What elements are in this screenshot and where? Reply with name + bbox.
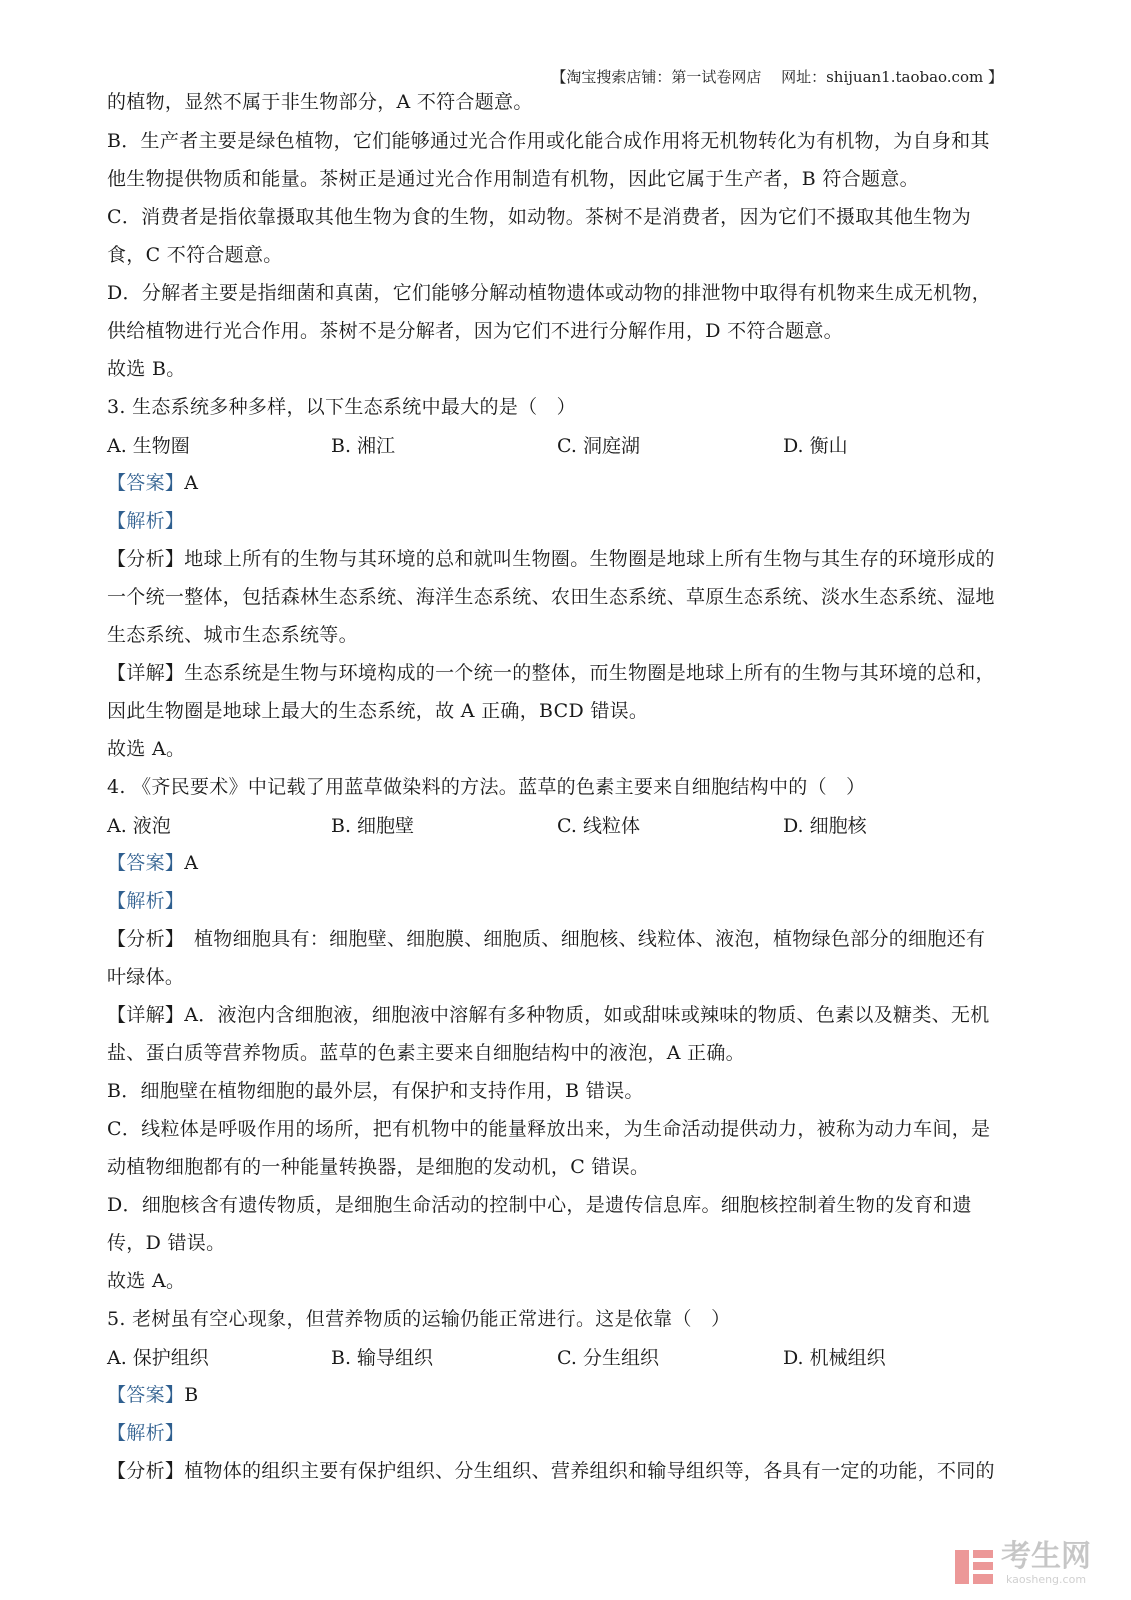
xiangjie-text: A．液泡内含细胞液，细胞液中溶解有多种物质，如或甜味或辣味的物质、色素以及糖类、无机 bbox=[184, 1004, 990, 1026]
header-store-info: 【淘宝搜索店铺：第一试卷网店 网址：shijuan1.taobao.com 】 bbox=[551, 68, 1003, 86]
q5-option-d: D. 机械组织 bbox=[783, 1347, 886, 1369]
text-line: 叶绿体。 bbox=[107, 966, 185, 988]
q3-select: 故选 A。 bbox=[107, 738, 186, 760]
q5-fenxi bbox=[107, 1457, 1011, 1485]
fenxi-text: 植物体的组织主要有保护组织、分生组织、营养组织和输导组织等，各具有一定的功能，不同的 bbox=[184, 1460, 995, 1482]
question-5-stem: 5. 老树虽有空心现象，但营养物质的运输仍能正常进行。这是依靠（ ） bbox=[107, 1308, 731, 1330]
q3-xiangjie bbox=[107, 659, 1011, 687]
text-line: 盐、蛋白质等营养物质。蓝草的色素主要来自细胞结构中的液泡，A 正确。 bbox=[107, 1042, 745, 1064]
q3-option-a: A. 生物圈 bbox=[107, 435, 190, 457]
question-3-stem: 3. 生态系统多种多样，以下生态系统中最大的是（ ） bbox=[107, 396, 576, 418]
xiangjie-text: 生态系统是生物与环境构成的一个统一的整体，而生物圈是地球上所有的生物与其环境的总和， bbox=[184, 662, 995, 684]
text-line: 他生物提供物质和能量。茶树正是通过光合作用制造有机物，因此它属于生产者，B 符合题意。 bbox=[107, 168, 919, 190]
q3-fenxi bbox=[107, 545, 1011, 573]
q4-select: 故选 A。 bbox=[107, 1270, 186, 1292]
watermark bbox=[955, 1541, 1091, 1586]
text-line: 传，D 错误。 bbox=[107, 1232, 226, 1254]
q3-option-b: B. 湘江 bbox=[331, 435, 396, 457]
q5-option-a: A. 保护组织 bbox=[107, 1347, 209, 1369]
text-line: B．生产者主要是绿色植物，它们能够通过光合作用或化能合成作用将无机物转化为有机物，为自身和其 bbox=[107, 130, 990, 152]
watermark-logo-icon bbox=[955, 1546, 995, 1586]
q4-option-c: C. 线粒体 bbox=[557, 815, 640, 837]
text-line: 生态系统、城市生态系统等。 bbox=[107, 624, 358, 646]
fenxi-tag: 【分析】 bbox=[107, 548, 185, 570]
text-line: 故选 B。 bbox=[107, 358, 186, 380]
q5-answer bbox=[107, 1381, 1011, 1409]
answer-value: A bbox=[184, 852, 199, 874]
text-line: 因此生物圈是地球上最大的生态系统，故 A 正确，BCD 错误。 bbox=[107, 700, 649, 722]
text-line: 供给植物进行光合作用。茶树不是分解者，因为它们不进行分解作用，D 不符合题意。 bbox=[107, 320, 843, 342]
q3-option-c: C. 洞庭湖 bbox=[557, 435, 640, 457]
text-line: D．细胞核含有遗传物质，是细胞生命活动的控制中心，是遗传信息库。细胞核控制着生物的发育和遗 bbox=[107, 1194, 972, 1216]
q5-option-b: B. 输导组织 bbox=[331, 1347, 434, 1369]
fenxi-tag: 【分析】 bbox=[107, 928, 175, 950]
q4-jiexi-tag: 【解析】 bbox=[107, 890, 185, 912]
fenxi-text: 植物细胞具有：细胞壁、细胞膜、细胞质、细胞核、线粒体、液泡，植物绿色部分的细胞还有 bbox=[174, 928, 986, 950]
text-line: D．分解者主要是指细菌和真菌，它们能够分解动植物遗体或动物的排泄物中取得有机物来生成无机物， bbox=[107, 282, 992, 304]
watermark-name: 考生网 bbox=[1001, 1539, 1091, 1574]
q5-option-c: C. 分生组织 bbox=[557, 1347, 659, 1369]
q5-jiexi-tag: 【解析】 bbox=[107, 1422, 185, 1444]
q4-fenxi bbox=[107, 925, 1011, 953]
text-line: C．线粒体是呼吸作用的场所，把有机物中的能量释放出来，为生命活动提供动力，被称为动力车间，是 bbox=[107, 1118, 991, 1140]
watermark-url: kaosheng.com bbox=[1005, 1573, 1087, 1586]
q4-option-a: A. 液泡 bbox=[107, 815, 171, 837]
fenxi-text: 地球上所有的生物与其环境的总和就叫生物圈。生物圈是地球上所有生物与其生存的环境形成的 bbox=[184, 548, 995, 570]
q4-option-b: B. 细胞壁 bbox=[331, 815, 415, 837]
fenxi-tag: 【分析】 bbox=[107, 1460, 185, 1482]
q3-jiexi-tag: 【解析】 bbox=[107, 510, 185, 532]
answer-tag: 【答案】 bbox=[107, 1384, 185, 1406]
answer-value: A bbox=[184, 472, 199, 494]
q3-option-d: D. 衡山 bbox=[783, 435, 848, 457]
text-line: B．细胞壁在植物细胞的最外层，有保护和支持作用，B 错误。 bbox=[107, 1080, 644, 1102]
text-line: 食，C 不符合题意。 bbox=[107, 244, 283, 266]
xiangjie-tag: 【详解】 bbox=[107, 662, 185, 684]
text-line: C．消费者是指依靠摄取其他生物为食的生物，如动物。茶树不是消费者，因为它们不摄取其他生物为 bbox=[107, 206, 972, 228]
q3-answer bbox=[107, 469, 1011, 497]
q4-answer bbox=[107, 849, 1011, 877]
question-4-stem: 4. 《齐民要术》中记载了用蓝草做染料的方法。蓝草的色素主要来自细胞结构中的（ ） bbox=[107, 776, 866, 798]
answer-tag: 【答案】 bbox=[107, 852, 185, 874]
q4-option-d: D. 细胞核 bbox=[783, 815, 867, 837]
q4-xiangjie bbox=[107, 1001, 1011, 1029]
answer-value: B bbox=[184, 1384, 199, 1406]
xiangjie-tag: 【详解】 bbox=[107, 1004, 185, 1026]
text-line: 的植物，显然不属于非生物部分，A 不符合题意。 bbox=[107, 91, 533, 113]
answer-tag: 【答案】 bbox=[107, 472, 185, 494]
text-line: 一个统一整体，包括森林生态系统、海洋生态系统、农田生态系统、草原生态系统、淡水生态系统、湿地 bbox=[107, 586, 995, 608]
text-line: 动植物细胞都有的一种能量转换器，是细胞的发动机，C 错误。 bbox=[107, 1156, 650, 1178]
